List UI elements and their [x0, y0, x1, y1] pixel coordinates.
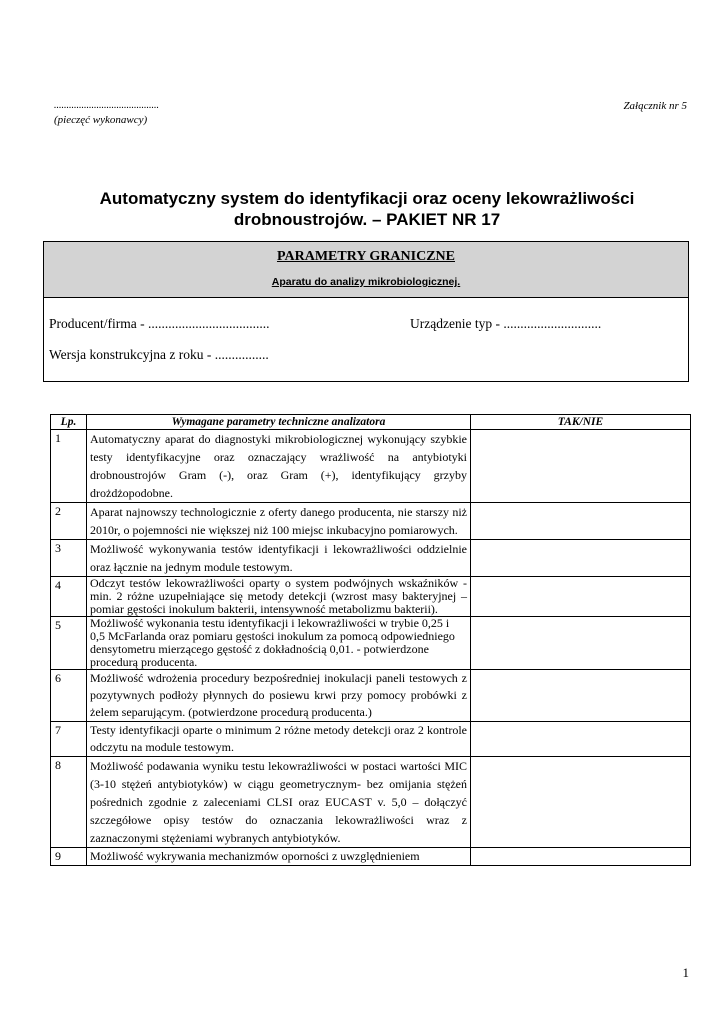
- table-row: [51, 722, 691, 757]
- title-line-2: drobnoustrojów. – PAKIET NR 17: [233, 210, 501, 229]
- table-row: [51, 503, 691, 540]
- title-line-1: Automatyczny system do identyfikacji oraz oceny lekowrażliwości: [99, 189, 635, 208]
- row-answer-cell[interactable]: [471, 670, 691, 722]
- row-answer-cell[interactable]: [471, 848, 691, 866]
- row-answer-cell[interactable]: [471, 722, 691, 757]
- table-row: [51, 617, 691, 670]
- row-requirement: Aparat najnowszy technologicznie z oferty danego producenta, nie starszy niż 2010r, o pojemności nie większej niż 100 miejsc inkubacyjno pomiarowych.: [87, 503, 471, 540]
- requirements-table: [50, 414, 691, 866]
- row-number: 7: [51, 722, 87, 757]
- table-row: [51, 848, 691, 866]
- stamp-label: (pieczęć wykonawcy): [54, 114, 148, 126]
- row-number: 1: [51, 430, 87, 503]
- row-number: 2: [51, 503, 87, 540]
- table-row: [51, 430, 691, 503]
- row-answer-cell[interactable]: [471, 430, 691, 503]
- row-requirement: Możliwość wykonywania testów identyfikacji i lekowrażliwości oddzielnie oraz łącznie na jednym module testowym.: [87, 540, 471, 577]
- table-row: [51, 670, 691, 722]
- table-row: [51, 540, 691, 577]
- row-number: 5: [51, 617, 87, 670]
- parameters-heading: PARAMETRY GRANICZNE: [276, 249, 455, 264]
- parameters-header: [44, 242, 688, 298]
- row-answer-cell[interactable]: [471, 617, 691, 670]
- row-requirement: Testy identyfikacji oparte o minimum 2 różne metody detekcji oraz 2 kontrole odczytu na module testowym.: [87, 722, 471, 757]
- row-requirement: Możliwość wykonania testu identyfikacji i lekowrażliwości w trybie 0,25 i 0,5 McFarlanda oraz pomiaru gęstości inokulum za pomocą odpowiedniego densytometru mierzącego gęstość z dokładnością 0,01. - potwierdzone procedurą producenta.: [87, 617, 471, 670]
- producer-field: Producent/firma - ....................................: [49, 316, 270, 331]
- parameters-box: [43, 241, 689, 382]
- parameters-subheading: Aparatu do analizy mikrobiologicznej.: [271, 276, 461, 288]
- row-number: 8: [51, 757, 87, 848]
- row-answer-cell[interactable]: [471, 757, 691, 848]
- table-row: [51, 757, 691, 848]
- row-number: 9: [51, 848, 87, 866]
- row-answer-cell[interactable]: [471, 577, 691, 617]
- version-year-field: Wersja konstrukcyjna z roku - ................: [49, 347, 269, 362]
- row-requirement: Automatyczny aparat do diagnostyki mikrobiologicznej wykonujący szybkie testy identyfikacyjne oraz oznaczający wrażliwość na antybiotyki drobnoustrojów Gram (-), oraz Gram (+), identyfikujący grzyby drożdżopodobne.: [87, 430, 471, 503]
- row-answer-cell[interactable]: [471, 503, 691, 540]
- device-type-field: Urządzenie typ - .............................: [410, 316, 602, 331]
- row-requirement: Możliwość podawania wyniku testu lekowrażliwości w postaci wartości MIC (3-10 stężeń antybiotyków) w ciągu geometrycznym- bez omijania stężeń pośrednich zgodnie z zaleceniami CLSI oraz EUCAST v. 5,0 – dołączyć szczegółowe opisy testów do oznaczania lekowrażliwości wraz z zaznaczonymi stężeniami wybranych antybiotyków.: [87, 757, 471, 848]
- document-title: [44, 188, 690, 230]
- row-requirement: Możliwość wykrywania mechanizmów oporności z uwzględnieniem: [87, 848, 471, 866]
- row-number: 4: [51, 577, 87, 617]
- row-requirement: Możliwość wdrożenia procedury bezpośredniej inokulacji paneli testowych z pozytywnych podłoży płynnych do posiewu krwi przy pomocy probówki z żelem separującym. (potwierdzone procedurą producenta.): [87, 670, 471, 722]
- header-requirements: Wymagane parametry techniczne analizatora: [87, 415, 471, 430]
- table-header-row: [51, 415, 691, 430]
- row-number: 3: [51, 540, 87, 577]
- row-answer-cell[interactable]: [471, 540, 691, 577]
- row-number: 6: [51, 670, 87, 722]
- header-yes-no: TAK/NIE: [471, 415, 691, 430]
- row-requirement: Odczyt testów lekowrażliwości oparty o system podwójnych wskaźników - min. 2 różne uzupełniające się metody detekcji (wzrost masy bakteryjnej – pomiar gęstości inokulum bakterii, intensywność metabolizmu bakterii).: [87, 577, 471, 617]
- table-row: [51, 577, 691, 617]
- header-lp: Lp.: [51, 415, 87, 430]
- annex-label: Załącznik nr 5: [623, 100, 687, 112]
- page-number: 1: [682, 965, 689, 980]
- stamp-placeholder: ..........................................: [54, 100, 159, 111]
